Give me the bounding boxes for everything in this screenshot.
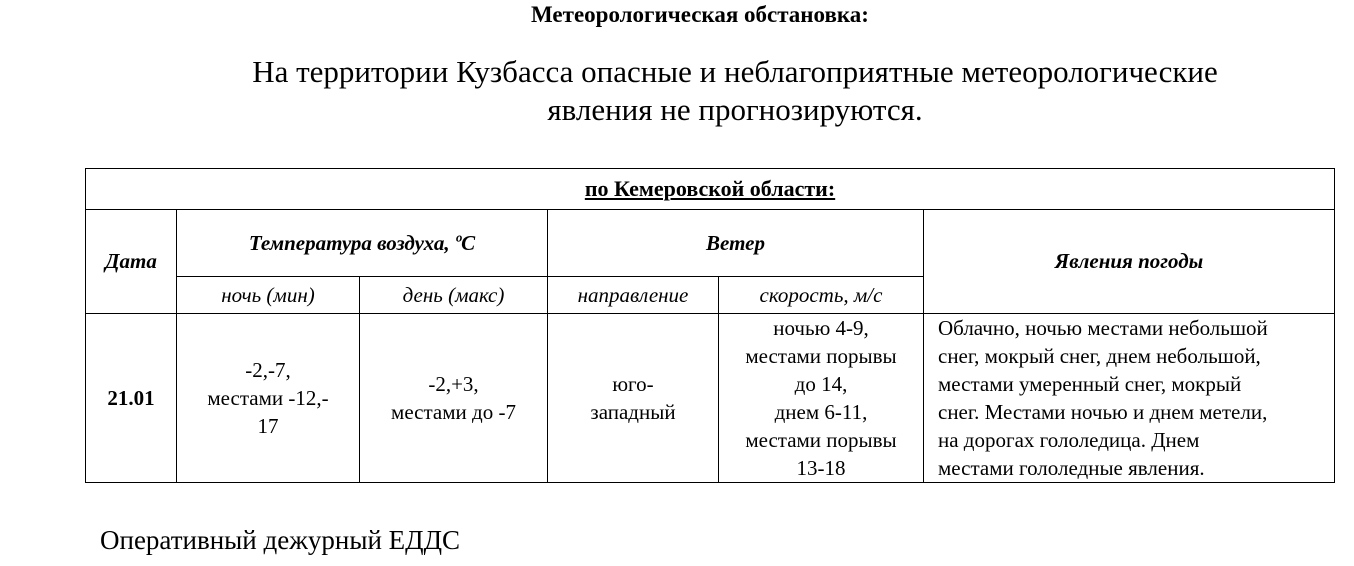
- direction-line: юго-: [612, 372, 654, 396]
- region-title: по Кемеровской области:: [86, 169, 1335, 210]
- speed-line: днем 6-11,: [774, 400, 868, 424]
- cell-wind-direction: [548, 314, 719, 483]
- header-date: Дата: [86, 210, 177, 314]
- cell-phenomena: [924, 314, 1335, 483]
- header-direction: направление: [548, 277, 719, 314]
- section-heading: Метеорологическая обстановка:: [531, 2, 869, 27]
- table-header-row: [86, 210, 1335, 277]
- header-speed: скорость, м/с: [719, 277, 924, 314]
- direction-line: западный: [590, 400, 676, 424]
- phenomena-line: местами гололедные явления.: [938, 456, 1205, 480]
- cell-day-temp: [360, 314, 548, 483]
- day-temp-line: -2,+3,: [428, 372, 479, 396]
- header-night: ночь (мин): [177, 277, 360, 314]
- phenomena-line: снег. Местами ночью и днем метели,: [938, 400, 1268, 424]
- notice-line-1: На территории Кузбасса опасные и неблагоприятные метеорологические: [252, 54, 1218, 89]
- phenomena-line: на дорогах гололедица. Днем: [938, 428, 1200, 452]
- header-day: день (макс): [360, 277, 548, 314]
- night-temp-line: местами -12,-: [207, 386, 329, 410]
- day-temp-line: местами до -7: [391, 400, 516, 424]
- speed-line: до 14,: [794, 372, 848, 396]
- speed-line: местами порывы: [745, 344, 897, 368]
- cell-date: 21.01: [86, 314, 177, 483]
- cell-night-temp: [177, 314, 360, 483]
- speed-line: местами порывы: [745, 428, 897, 452]
- table-title-row: [86, 169, 1335, 210]
- night-temp-line: 17: [257, 414, 279, 438]
- notice-line-2: явления не прогнозируются.: [547, 92, 923, 127]
- forecast-table: [85, 168, 1335, 483]
- cell-wind-speed: [719, 314, 924, 483]
- header-temperature: Температура воздуха, ºС: [177, 210, 548, 277]
- speed-line: ночью 4-9,: [773, 316, 869, 340]
- forecast-notice: [185, 53, 1285, 129]
- duty-officer-signature: Оперативный дежурный ЕДДС: [100, 525, 461, 555]
- header-phenomena: Явления погоды: [924, 210, 1335, 314]
- speed-line: 13-18: [796, 456, 846, 480]
- night-temp-line: -2,-7,: [245, 358, 291, 382]
- table-row: [86, 314, 1335, 483]
- phenomena-line: Облачно, ночью местами небольшой: [938, 316, 1268, 340]
- header-wind: Ветер: [548, 210, 924, 277]
- phenomena-line: местами умеренный снег, мокрый: [938, 372, 1242, 396]
- phenomena-line: снег, мокрый снег, днем небольшой,: [938, 344, 1261, 368]
